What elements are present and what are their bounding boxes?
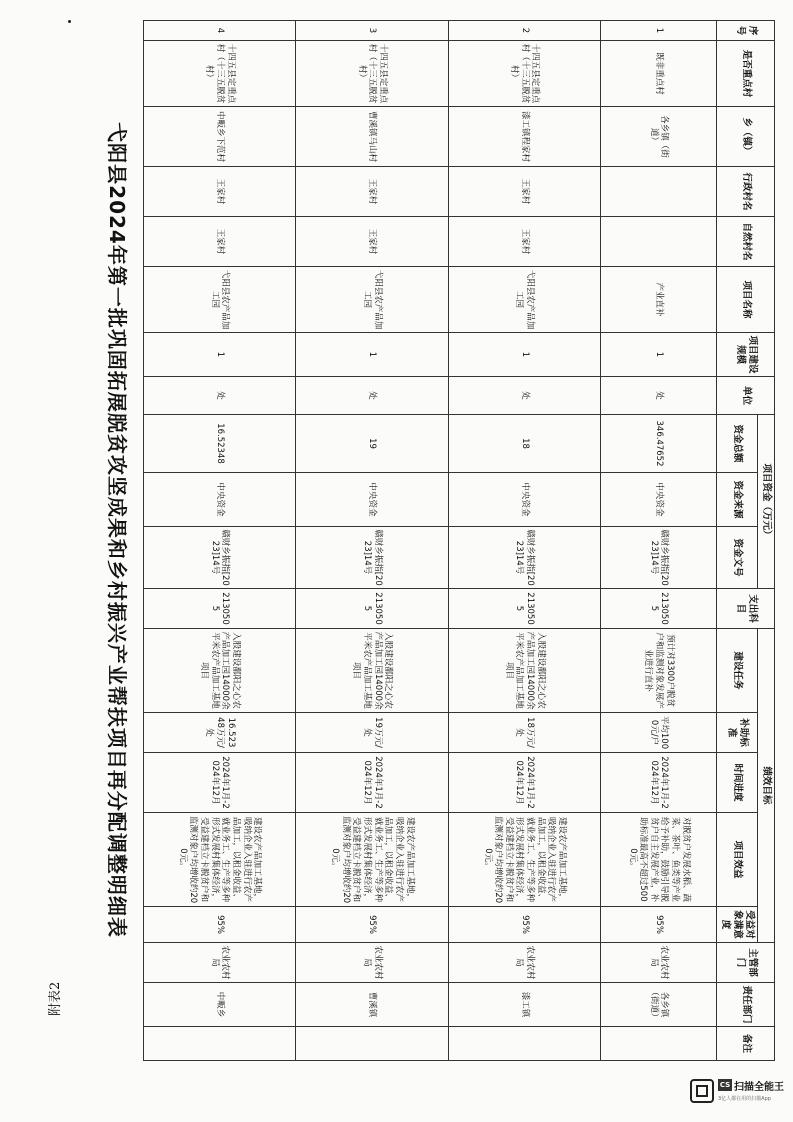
cell-funds-doc: 赣财乡振指[2023]14号 — [601, 527, 717, 589]
cell-seq: 1 — [601, 21, 717, 41]
cell-benefit: 建设农产品加工基地，吸纳企业入驻进行农产品加工，以租金收益、就业务工、生产等多种形式发展村集体经济，受益建档立卡脱贫户和监测对象户均增收约200元。 — [296, 813, 448, 907]
header-benefit: 项目效益 — [717, 813, 758, 907]
cell-seq: 3 — [296, 21, 448, 41]
cell-township: 曹溪镇马山村 — [296, 107, 448, 167]
header-funds-total: 资金总额 — [717, 415, 758, 473]
header-unit: 单位 — [717, 377, 775, 415]
cell-dept-main: 农业农村局 — [296, 943, 448, 983]
scanner-tagline: 3亿人都在用的扫描App — [718, 1096, 771, 1102]
cell-project-name: 弋阳县农产品加工园 — [296, 267, 448, 333]
cell-natural-village: 王家村 — [144, 217, 296, 267]
cell-project-name: 产业直补 — [601, 267, 717, 333]
cell-township: 漆工镇程家村 — [448, 107, 600, 167]
cell-key-village: 既非重点村 — [601, 41, 717, 107]
cell-task: 入股建设鄱阳之心农产品加工园14000余平米农产品加工基地项目 — [448, 629, 600, 713]
cell-schedule: 2024年1月-2024年12月 — [448, 753, 600, 813]
cell-scale: 1 — [448, 333, 600, 377]
cell-scale: 1 — [296, 333, 448, 377]
header-township: 乡（镇） — [717, 107, 775, 167]
cell-dept-resp: 曹溪镇 — [296, 983, 448, 1027]
cell-benefit: 建设农产品加工基地，吸纳企业入驻进行农产品加工，以租金收益、就业务工、生产等多种形式发展村集体经济，受益建档立卡脱贫户和监测对象户均增收约200元。 — [448, 813, 600, 907]
scanner-app-name: 扫描全能王 — [734, 1082, 784, 1093]
cell-remarks — [144, 1027, 296, 1061]
cell-schedule: 2024年1月-2024年12月 — [601, 753, 717, 813]
table-title: 弋阳县2024年第一批巩固拓展脱贫攻坚成果和乡村振兴产业帮扶项目再分配调整明细表 — [105, 122, 129, 938]
cell-scale: 1 — [601, 333, 717, 377]
cell-funds-source: 中央资金 — [448, 473, 600, 527]
cell-dept-resp: 各乡镇（街道） — [601, 983, 717, 1027]
cell-admin-village: 王家村 — [296, 167, 448, 217]
header-remarks: 备注 — [717, 1027, 775, 1061]
cell-benefit: 对脱贫户发展水稻、蔬菜、茶叶、鱼类等产业给予补助，鼓励引导脱贫户自主发展产业，补助标准最高不超过5000元。 — [601, 813, 717, 907]
cell-funds-total: 19 — [296, 415, 448, 473]
cell-remarks — [448, 1027, 600, 1061]
cell-key-village: 十四五县定重点村（十三五脱贫村） — [296, 41, 448, 107]
cell-dept-main: 农业农村局 — [601, 943, 717, 983]
scan-speck — [68, 20, 71, 23]
table-row — [296, 21, 448, 1061]
cell-subsidy: 18万元/处 — [448, 713, 600, 753]
cell-funds-total: 346.47652 — [601, 415, 717, 473]
cell-funds-source: 中央资金 — [144, 473, 296, 527]
header-row-1 — [758, 21, 775, 1061]
header-project-name: 项目名称 — [717, 267, 775, 333]
header-scale: 项目建设规模 — [717, 333, 775, 377]
header-funds-doc: 资金文号 — [717, 527, 758, 589]
detail-table — [143, 20, 775, 1061]
cell-dept-resp: 中畈乡 — [144, 983, 296, 1027]
cell-admin-village: 王家村 — [448, 167, 600, 217]
cell-key-village: 十四五县定重点村（十三五脱贫村） — [144, 41, 296, 107]
cell-project-name: 弋阳县农产品加工园 — [144, 267, 296, 333]
header-admin-village: 行政村名 — [717, 167, 775, 217]
cell-dept-main: 农业农村局 — [144, 943, 296, 983]
header-schedule: 时间进度 — [717, 753, 758, 813]
cell-satisfaction: 95% — [601, 907, 717, 943]
cell-funds-doc: 赣财乡振指[2023]14号 — [448, 527, 600, 589]
cell-admin-village — [601, 167, 717, 217]
cell-satisfaction: 95% — [296, 907, 448, 943]
rotated-table-sheet — [105, 20, 775, 1054]
header-key-village: 是否重点村 — [717, 41, 775, 107]
cell-schedule: 2024年1月-2024年12月 — [296, 753, 448, 813]
header-funds-source: 资金来源 — [717, 473, 758, 527]
cell-schedule: 2024年1月-2024年12月 — [144, 753, 296, 813]
cell-township: 中畈乡下范村 — [144, 107, 296, 167]
cell-natural-village: 王家村 — [448, 217, 600, 267]
cell-unit: 处 — [296, 377, 448, 415]
header-dept-main: 主管部门 — [717, 943, 775, 983]
cell-funds-source: 中央资金 — [296, 473, 448, 527]
header-seq: 序号 — [717, 21, 775, 41]
table-row — [601, 21, 717, 1061]
cell-satisfaction: 95% — [448, 907, 600, 943]
cell-remarks — [296, 1027, 448, 1061]
cell-task: 入股建设鄱阳之心农产品加工园14000余平米农产品加工基地项目 — [144, 629, 296, 713]
header-satisfaction: 受益对象满意度 — [717, 907, 758, 943]
cell-expense-item: 2130505 — [448, 589, 600, 629]
cell-unit: 处 — [601, 377, 717, 415]
cell-seq: 4 — [144, 21, 296, 41]
cell-subsidy: 19万元/处 — [296, 713, 448, 753]
attachment-label: 附表2 — [48, 981, 63, 1016]
cell-funds-source: 中央资金 — [601, 473, 717, 527]
cell-natural-village: 王家村 — [296, 217, 448, 267]
cell-remarks — [601, 1027, 717, 1061]
cell-subsidy: 16.52348万元/处 — [144, 713, 296, 753]
cell-unit: 处 — [144, 377, 296, 415]
cell-dept-main: 农业农村局 — [448, 943, 600, 983]
cell-scale: 1 — [144, 333, 296, 377]
cell-task: 预计对3300户脱贫户和监测对象发展产业进行直补 — [601, 629, 717, 713]
cell-expense-item: 2130505 — [601, 589, 717, 629]
header-funds-group: 项目资金（万元） — [758, 415, 775, 589]
header-expense-item: 支出科目 — [717, 589, 775, 629]
cell-unit: 处 — [448, 377, 600, 415]
cell-task: 入股建设鄱阳之心农产品加工园14000余平米农产品加工基地项目 — [296, 629, 448, 713]
cell-seq: 2 — [448, 21, 600, 41]
scanner-watermark — [690, 1075, 782, 1111]
cell-township: 各乡镇（街道） — [601, 107, 717, 167]
cell-dept-resp: 漆工镇 — [448, 983, 600, 1027]
cell-satisfaction: 95% — [144, 907, 296, 943]
cell-funds-total: 16.52348 — [144, 415, 296, 473]
scan-app-icon — [690, 1079, 714, 1103]
cell-funds-doc: 赣财乡振指[2023]14号 — [296, 527, 448, 589]
table-row — [144, 21, 296, 1061]
cell-funds-total: 18 — [448, 415, 600, 473]
cell-key-village: 十四五县定重点村（十三五脱贫村） — [448, 41, 600, 107]
header-natural-village: 自然村名 — [717, 217, 775, 267]
cell-funds-doc: 赣财乡振指[2023]14号 — [144, 527, 296, 589]
header-dept-resp: 责任部门 — [717, 983, 775, 1027]
cs-badge: CS — [719, 1081, 731, 1089]
header-task: 建设任务 — [717, 629, 758, 713]
cell-benefit: 建设农产品加工基地，吸纳企业入驻进行农产品加工，以租金收益、就业务工、生产等多种形式发展村集体经济，受益建档立卡脱贫户和监测对象户均增收约200元。 — [144, 813, 296, 907]
cell-project-name: 弋阳县农产品加工园 — [448, 267, 600, 333]
cell-expense-item: 2130505 — [144, 589, 296, 629]
cell-natural-village — [601, 217, 717, 267]
header-subsidy: 补助标准 — [717, 713, 758, 753]
cell-admin-village: 王家村 — [144, 167, 296, 217]
cell-expense-item: 2130505 — [296, 589, 448, 629]
header-performance-group: 绩效目标 — [758, 629, 775, 943]
cell-subsidy: 平均1000元/户 — [601, 713, 717, 753]
table-row — [448, 21, 600, 1061]
